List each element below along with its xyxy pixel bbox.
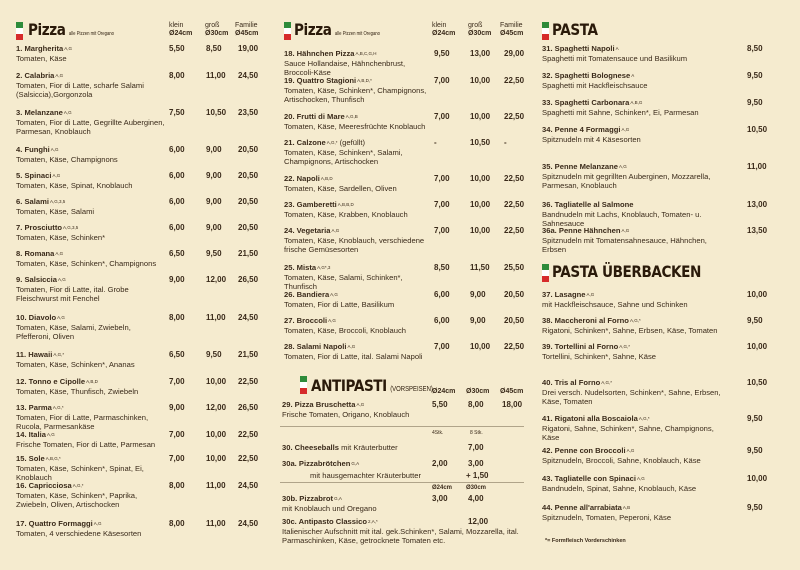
price: 6,00 xyxy=(169,171,185,180)
menu-item: 4. Funghi$^{A,G}$ Tomaten, Käse, Champignons 6,00 9,00 20,50 xyxy=(16,145,259,164)
price: 6,00 xyxy=(434,290,450,299)
size-header: groß Ø30cm xyxy=(468,22,492,37)
menu-item: 15. Sole$^{A,B,G,*}$ Tomaten, Käse, Schinken*, Spinat, Ei, Knoblauch 7,00 10,00 22,50 xyxy=(16,454,259,483)
price: 19,00 xyxy=(238,44,259,53)
price: 20,50 xyxy=(238,171,259,180)
menu-item: 34. Penne 4 Formaggi$^{A,G}$ Spitznudeln mit 4 Käsesorten 10,50 xyxy=(542,125,768,144)
price: 10,00 xyxy=(747,290,768,299)
menu-item: 26. Bandiera$^{A,G}$ Tomaten, Fior di Latte, Basilikum 6,00 9,00 20,50 xyxy=(284,290,525,309)
section-title-pasta: PASTA xyxy=(552,20,598,39)
section-title-antipasti: ANTIPASTI (VORSPEISEN) xyxy=(311,376,433,395)
price: 9,50 xyxy=(747,414,763,423)
price: 22,50 xyxy=(504,226,525,235)
price: 9,50 xyxy=(206,350,222,359)
price: 9,00 xyxy=(206,145,222,154)
price: 10,50 xyxy=(747,125,768,134)
pizza-column-1 xyxy=(12,0,274,570)
price: 10,00 xyxy=(747,342,768,351)
price: 8,00 xyxy=(169,519,185,528)
price: 8,50 xyxy=(747,44,763,53)
price: 9,00 xyxy=(169,275,185,284)
menu-item: 19. Quattro Stagioni$^{A,B,D,*}$ Tomaten, Käse, Schinken*, Champignons, Artischocken, Thunfisch 7,00 10,00 22,50 xyxy=(284,76,525,105)
header-24cm: Ø24cm xyxy=(432,485,453,491)
price: 11,00 xyxy=(206,313,226,322)
pizza-column-2 xyxy=(280,0,524,570)
price: 22,50 xyxy=(504,342,525,351)
section-subtitle: alle Pizzen mit Oregano xyxy=(68,31,115,37)
menu-item: 22. Napoli$^{A,B,D}$ Tomaten, Käse, Sardellen, Oliven 7,00 10,00 22,50 xyxy=(284,174,525,193)
menu-item: 12. Tonno e Cipolle$^{A,B,D}$ Tomaten, Käse, Thunfisch, Zwiebeln 7,00 10,00 22,50 xyxy=(16,377,259,396)
menu-item: 38. Maccheroni al Forno$^{A,G,*}$ Rigatoni, Schinken*, Sahne, Erbsen, Käse, Tomaten 9,50 xyxy=(542,316,763,335)
price: 6,00 xyxy=(434,316,450,325)
size-header: groß Ø30cm xyxy=(205,22,229,37)
price: 26,50 xyxy=(238,403,259,412)
italian-flag-icon xyxy=(542,22,549,41)
price: 21,50 xyxy=(238,249,259,258)
menu-item: 36. Tagliatelle al Salmone Bandnudeln mit Lachs, Knoblauch, Tomaten- u. Sahnesauce 13,00 xyxy=(542,200,768,229)
price: 9,50 xyxy=(747,71,763,80)
antipasti-header-30: Ø30cm xyxy=(466,388,490,395)
price: 24,50 xyxy=(238,519,259,528)
menu-item: 7. Prosciutto$^{A,G,3,5}$ Tomaten, Käse, Schinken* 6,00 9,00 20,50 xyxy=(16,223,259,242)
price: 24,50 xyxy=(238,71,259,80)
price: 10,00 xyxy=(206,430,227,439)
menu-item: 42. Penne con Broccoli$^{A,G}$ Spitznudeln, Broccoli, Sahne, Knoblauch, Käse 9,50 xyxy=(542,446,763,465)
price: 5,50 xyxy=(169,44,185,53)
price: 11,00 xyxy=(747,162,767,171)
menu-item: 14. Italia$^{A,G}$ Frische Tomaten, Fior di Latte, Parmesan 7,00 10,00 22,50 xyxy=(16,430,259,449)
menu-item-cheeseballs: 30. Cheeseballs mit Kräuterbutter 7,00 xyxy=(282,443,484,452)
price: 10,50 xyxy=(747,378,768,387)
price: 7,00 xyxy=(434,174,450,183)
price: 7,00 xyxy=(169,377,185,386)
menu-item: 36a. Penne Hähnchen$^{A,G}$ Spitznudeln mit Tomatensahnesauce, Hähnchen, Erbsen 13,50 xyxy=(542,226,768,255)
price: 21,50 xyxy=(238,350,259,359)
price: 11,00 xyxy=(206,71,226,80)
price: 22,50 xyxy=(504,112,525,121)
size-header: Familie Ø45cm xyxy=(235,22,259,37)
price: 10,00 xyxy=(470,76,491,85)
header-8stk: 8 Stk. xyxy=(470,430,483,436)
price: 22,50 xyxy=(238,454,259,463)
price: 9,00 xyxy=(169,403,185,412)
price: 7,00 xyxy=(434,112,450,121)
price: 7,00 xyxy=(169,454,185,463)
size-header: Familie Ø45cm xyxy=(500,22,524,37)
price: 6,50 xyxy=(169,350,185,359)
price: 20,50 xyxy=(504,290,525,299)
menu-item: 11. Hawaii$^{A,G,*}$ Tomaten, Käse, Schinken*, Ananas 6,50 9,50 21,50 xyxy=(16,350,259,369)
price: 9,00 xyxy=(206,197,222,206)
menu-item-antipasto-classico: 30c. Antipasto Classico$^{2,A,*}$ Italienischer Aufschnitt mit ital. gek.Schinken*, Salami, Mozzarella, ital. Parmaschinken, Käse, getrocknete Tomaten etc. 12,00 xyxy=(282,517,519,546)
price: 22,50 xyxy=(504,200,525,209)
menu-item: 40. Tris al Forno$^{A,G,*}$ Drei versch. Nudelsorten, Schinken*, Sahne, Erbsen, Käse, Tomaten 10,50 xyxy=(542,378,768,407)
menu-item: 10. Diavolo$^{A,G}$ Tomaten, Käse, Salami, Zwiebeln, Pfefferoni, Oliven 8,00 11,00 24,50 xyxy=(16,313,259,342)
price: 9,50 xyxy=(747,446,763,455)
menu-item-pizzabrot: 30b. Pizzabrot$^{G,A}$ mit Knoblauch und Oregano 3,00 4,00 xyxy=(282,494,484,513)
menu-item: 27. Broccoli$^{A,G}$ Tomaten, Käse, Broccoli, Knoblauch 6,00 9,00 20,50 xyxy=(284,316,525,335)
header-4stk: 4Stk. xyxy=(432,430,444,436)
price: 25,50 xyxy=(504,263,525,272)
menu-item: 33. Spaghetti Carbonara$^{A,B,G}$ Spaghetti mit Sahne, Schinken*, Ei, Parmesan 9,50 xyxy=(542,98,763,117)
menu-item: 18. Hähnchen Pizza$^{A,B,C,G,H}$ Sauce Hollandaise, Hähnchenbrust, Broccoli-Käse 9,50 13,00 29,00 xyxy=(284,49,525,78)
price: 8,00 xyxy=(169,71,185,80)
section-subtitle: (VORSPEISEN) xyxy=(390,386,433,393)
menu-item: 37. Lasagne$^{A,G}$ mit Hackfleischsauce, Sahne und Schinken 10,00 xyxy=(542,290,768,309)
price: 9,00 xyxy=(470,290,486,299)
price: 22,50 xyxy=(238,377,259,386)
price: 12,00 xyxy=(206,403,227,412)
section-title-pizza-2: Pizza alle Pizzen mit Oregano xyxy=(294,20,381,39)
price: 6,00 xyxy=(169,197,185,206)
antipasti-header-45: Ø45cm xyxy=(500,388,524,395)
price: 22,50 xyxy=(238,430,259,439)
price: 10,50 xyxy=(470,138,491,147)
price: 10,00 xyxy=(747,474,768,483)
price: 9,00 xyxy=(206,223,222,232)
price: 29,00 xyxy=(504,49,525,58)
menu-item: 35. Penne Melanzane$^{A,G}$ Spitznudeln mit gegrillten Auberginen, Mozzarella, Parmesan, Knoblauch 11,00 xyxy=(542,162,767,191)
menu-item: 21. Calzone$^{A,G,*}$ (gefüllt) Tomaten, Käse, Schinken*, Salami, Champignons, Artischocken - 10,50 - xyxy=(284,138,507,167)
price: - xyxy=(434,138,437,147)
price: 6,50 xyxy=(169,249,185,258)
price: 9,50 xyxy=(747,98,763,107)
menu-item-bruschetta: 29. Pizza Bruschetta$^{A,G}$ Frische Tomaten, Origano, Knoblauch 5,50 8,00 18,00 xyxy=(282,400,523,419)
price: 20,50 xyxy=(504,316,525,325)
pasta-column xyxy=(540,0,772,570)
price: 13,00 xyxy=(470,49,491,58)
menu-item: 25. Mista$^{A,G*,3}$ Tomaten, Käse, Salami, Schinken*, Thunfisch 8,50 11,50 25,50 xyxy=(284,263,525,292)
menu-item: 8. Romana$^{A,G}$ Tomaten, Käse, Schinken*, Champignons 6,50 9,50 21,50 xyxy=(16,249,259,268)
price: 6,00 xyxy=(169,223,185,232)
price: 13,50 xyxy=(747,226,768,235)
price: 13,00 xyxy=(747,200,768,209)
price: 8,00 xyxy=(169,313,185,322)
price: 10,50 xyxy=(206,108,227,117)
menu-item-kraeuterbutter: mit hausgemachter Kräuterbutter + 1,50 xyxy=(310,471,489,480)
menu-item: 9. Salsiccia$^{A,G}$ Tomaten, Fior di Latte, ital. Grobe Fleischwurst mit Fenchel 9,00 12,00 26,50 xyxy=(16,275,259,304)
menu-item: 41. Rigatoni alla Boscaiola$^{A,G,*}$ Rigatoni, Sahne, Schinken*, Sahne, Champignons, Käse 9,50 xyxy=(542,414,763,443)
price: 9,50 xyxy=(434,49,450,58)
price: 9,50 xyxy=(206,249,222,258)
section-title-pasta-ueberbacken: PASTA ÜBERBACKEN xyxy=(552,262,701,281)
italian-flag-icon xyxy=(16,22,23,41)
menu-item: 24. Vegetaria$^{A,G}$ Tomaten, Käse, Knoblauch, verschiedene frische Gemüsesorten 7,00 10,00 22,50 xyxy=(284,226,525,255)
menu-item: 3. Melanzane$^{A,G}$ Tomaten, Fior di Latte, Gegrillte Auberginen, Parmesan, Knoblauch 7,50 10,50 23,50 xyxy=(16,108,259,137)
price: 11,00 xyxy=(206,481,226,490)
menu-item: 44. Penne all'arrabiata$^{A,B}$ Spitznudeln, Tomaten, Peperoni, Käse 9,50 xyxy=(542,503,763,522)
menu-item: 43. Tagliatelle con Spinaci$^{A,G}$ Bandnudeln, Spinat, Sahne, Knoblauch, Käse 10,00 xyxy=(542,474,768,493)
menu-item: 2. Calabria$^{A,G}$ Tomaten, Fior di Latte, scharfe Salami (Salsiccia),Gorgonzola 8,00 11,00 24,50 xyxy=(16,71,259,100)
price: 9,50 xyxy=(747,316,763,325)
price: 10,00 xyxy=(206,454,227,463)
price: 9,50 xyxy=(747,503,763,512)
size-header: klein Ø24cm xyxy=(432,22,456,37)
price: 24,50 xyxy=(238,313,259,322)
price: 9,00 xyxy=(470,316,486,325)
menu-item: 28. Salami Napoli$^{A,G}$ Tomaten, Fior di Latte, ital. Salami Napoli 7,00 10,00 22,50 xyxy=(284,342,525,361)
price: 20,50 xyxy=(238,223,259,232)
price: 10,00 xyxy=(470,342,491,351)
price: 7,00 xyxy=(434,226,450,235)
price: 9,00 xyxy=(206,171,222,180)
price: 10,00 xyxy=(470,174,491,183)
price: 11,00 xyxy=(206,519,226,528)
menu-item: 39. Tortellini al Forno$^{A,G,*}$ Tortellini, Schinken*, Sahne, Käse 10,00 xyxy=(542,342,768,361)
divider xyxy=(280,426,524,427)
price: 20,50 xyxy=(238,145,259,154)
price: 10,00 xyxy=(206,377,227,386)
price: 8,00 xyxy=(169,481,185,490)
menu-item: 32. Spaghetti Bolognese$^A$ Spaghetti mit Hackfleischsauce 9,50 xyxy=(542,71,763,90)
price: 6,00 xyxy=(169,145,185,154)
antipasti-header-24: Ø24cm xyxy=(432,388,456,395)
price: 10,00 xyxy=(470,112,491,121)
italian-flag-icon xyxy=(284,22,291,41)
price: 22,50 xyxy=(504,174,525,183)
price: 22,50 xyxy=(504,76,525,85)
header-30cm: Ø30cm xyxy=(466,485,487,491)
size-header: klein Ø24cm xyxy=(169,22,193,37)
price: 7,00 xyxy=(434,200,450,209)
menu-item: 20. Frutti di Mare$^{A,G,B}$ Tomaten, Käse, Meeresfrüchte Knoblauch 7,00 10,00 22,50 xyxy=(284,112,525,131)
price: 7,50 xyxy=(169,108,185,117)
price: - xyxy=(504,138,507,147)
price: 8,50 xyxy=(434,263,450,272)
menu-item: 5. Spinaci$^{A,G}$ Tomaten, Käse, Spinat, Knoblauch 6,00 9,00 20,50 xyxy=(16,171,259,190)
menu-item: 6. Salami$^{A,G,3,5}$ Tomaten, Käse, Salami 6,00 9,00 20,50 xyxy=(16,197,259,216)
price: 12,00 xyxy=(206,275,227,284)
price: 7,00 xyxy=(169,430,185,439)
menu-item: 23. Gamberetti$^{A,B,B,D}$ Tomaten, Käse, Krabben, Knoblauch 7,00 10,00 22,50 xyxy=(284,200,525,219)
section-title-pizza: Pizza alle Pizzen mit Oregano xyxy=(28,20,115,39)
italian-flag-icon xyxy=(542,264,549,283)
price: 23,50 xyxy=(238,108,259,117)
menu-item: 1. Margherita$^{A,G}$ Tomaten, Käse 5,50 8,50 19,00 xyxy=(16,44,259,63)
menu-item: 17. Quattro Formaggi$^{A,G}$ Tomaten, 4 verschiedene Käsesorten 8,00 11,00 24,50 xyxy=(16,519,259,538)
price: 24,50 xyxy=(238,481,259,490)
price: 8,50 xyxy=(206,44,222,53)
footnote: *= Formfleisch Vorderschinken xyxy=(545,538,626,544)
italian-flag-icon xyxy=(300,376,307,395)
menu-item: 31. Spaghetti Napoli$^A$ Spaghetti mit Tomatensauce und Basilikum 8,50 xyxy=(542,44,763,63)
menu-item: 16. Capricciosa$^{A,G,*}$ Tomaten, Käse, Schinken*, Paprika, Zwiebeln, Oliven, Artischocken 8,00 11,00 24,50 xyxy=(16,481,259,510)
price: 7,00 xyxy=(434,76,450,85)
menu-item: 13. Parma$^{A,G,*}$ Tomaten, Fior di Latte, Parmaschinken, Rucola, Parmesankäse 9,00 12,00 26,50 xyxy=(16,403,259,432)
price: 11,50 xyxy=(470,263,490,272)
price: 10,00 xyxy=(470,226,491,235)
price: 26,50 xyxy=(238,275,259,284)
section-subtitle: alle Pizzen mit Oregano xyxy=(334,31,381,37)
menu-item-pizzabroetchen: 30a. Pizzabrötchen$^{G,A}$ 2,00 3,00 xyxy=(282,459,484,468)
price: 20,50 xyxy=(238,197,259,206)
price: 7,00 xyxy=(434,342,450,351)
price: 10,00 xyxy=(470,200,491,209)
divider xyxy=(280,482,524,483)
